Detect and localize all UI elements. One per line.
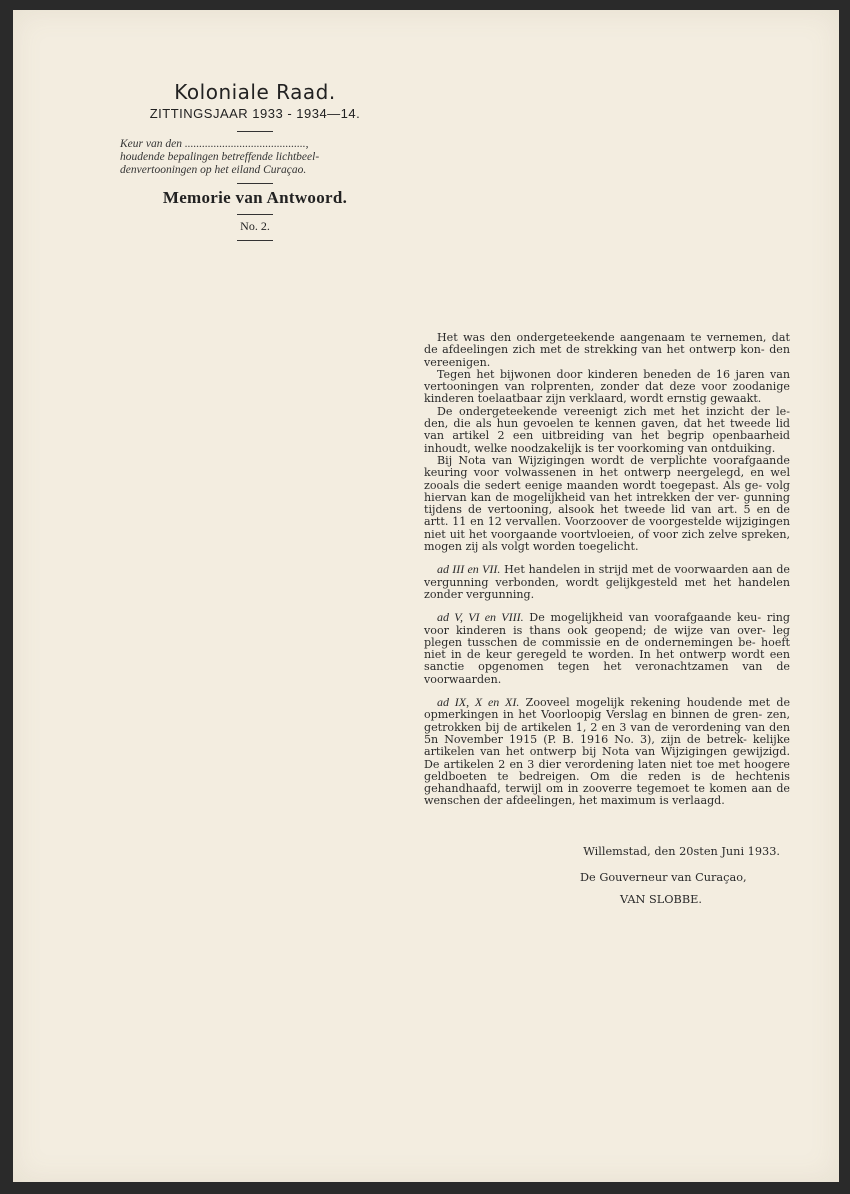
article-ref: ad III en VII.	[437, 562, 501, 577]
paragraph: Het was den ondergeteekende aangenaam te vernemen, dat de afdeelingen zich met de strekking van het ontwerp kon- den vereenigen.	[424, 331, 790, 369]
paragraph-text: Zooveel mogelijk rekening houdende met de opmerkingen in het Voorloopig Verslag en binnen de gren- zen, getrokken bij de artikelen 1, 2 en 3 van de verordening van den 5n November 1915 (P. B. 1916 No. 3), zijn de betrek- kelijke artikelen van het ontwerp bij Nota van Wijzigingen gewijzigd. De artikelen 2 en 3 dier verordening laten niet toe met hoogere geldboeten te bedreigen. Om die reden is de hechtenis gehandhaafd, terwijl om in zooverre tegemoet te komen aan de wenschen der afdeelingen, het maximum is verlaagd.	[424, 696, 791, 808]
divider	[237, 214, 273, 215]
paragraph-text: Het handelen in strijd met de voorwaarden aan de vergunning verbonden, wordt gelijkgesteld met het handelen zonder vergunning.	[424, 563, 790, 601]
paragraph: De ondergeteekende vereenigt zich met het inzicht der le- den, die als hun gevoelen te kennen gaven, dat het tweede lid van artikel 2 een uitbreiding van het begrip openbaarheid inhoudt, welke noodzakelijk is ter voorkoming van ontduiking.	[424, 404, 790, 455]
signature-name: VAN SLOBBE.	[620, 893, 702, 906]
article-ref: ad IX, X en XI.	[437, 695, 520, 710]
paragraph	[424, 696, 790, 808]
paragraph	[424, 563, 790, 601]
paragraph-text: De mogelijkheid van voorafgaande keu- ring voor kinderen is thans ook geopend; de wijze van over- leg plegen tusschen de commissie en de ondernemingen be- hoeft niet in de keur geregeld te worden. In het ontwerp wordt een sanctie opgenomen tegen het veronachtzamen van de voorwaarden.	[424, 611, 790, 686]
article-ref: ad V, VI en VIII.	[437, 610, 524, 625]
council-title: Koloniale Raad.	[174, 80, 336, 104]
body-text	[424, 332, 790, 808]
document-number: No. 2.	[240, 219, 270, 233]
session-year: ZITTINGSJAAR 1933 - 1934—14.	[149, 106, 361, 121]
keur-line: houdende bepalingen betreffende lichtbeel-	[120, 151, 320, 163]
ordinance-description	[120, 138, 390, 177]
divider	[237, 183, 273, 184]
divider	[237, 131, 273, 132]
paragraph	[424, 611, 790, 686]
signature-place-date: Willemstad, den 20sten Juni 1933.	[583, 845, 780, 858]
paragraph: Bij Nota van Wijzigingen wordt de verplichte voorafgaande keuring voor volwassenen in het ontwerp neergelegd, en wel zooals die sedert eenige maanden wordt toegepast. Als ge- volg hiervan kan de mogelijkheid van het intrekken der ver- gunning tijdens de vertooning, alsook het tweede lid van art. 5 en de artt. 11 en 12 vervallen. Voorzoover de voorgestelde wijzigingen niet uit het voorgaande voortvloeien, of voor zich zelve spreken, mogen zij als volgt worden toegelicht.	[424, 453, 790, 554]
signature-role: De Gouverneur van Curaçao,	[580, 871, 747, 884]
document-header	[100, 80, 410, 241]
divider	[237, 240, 273, 241]
document-title: Memorie van Antwoord.	[162, 188, 348, 207]
keur-line: denvertooningen op het eiland Curaçao.	[120, 164, 307, 176]
paragraph: Tegen het bijwonen door kinderen beneden de 16 jaren van vertooningen van rolprenten, zonder dat deze voor zoodanige kinderen toelaatbaar zijn verklaard, wordt ernstig gewaakt.	[424, 367, 790, 406]
keur-line: Keur van den ..........................................,	[120, 138, 309, 150]
